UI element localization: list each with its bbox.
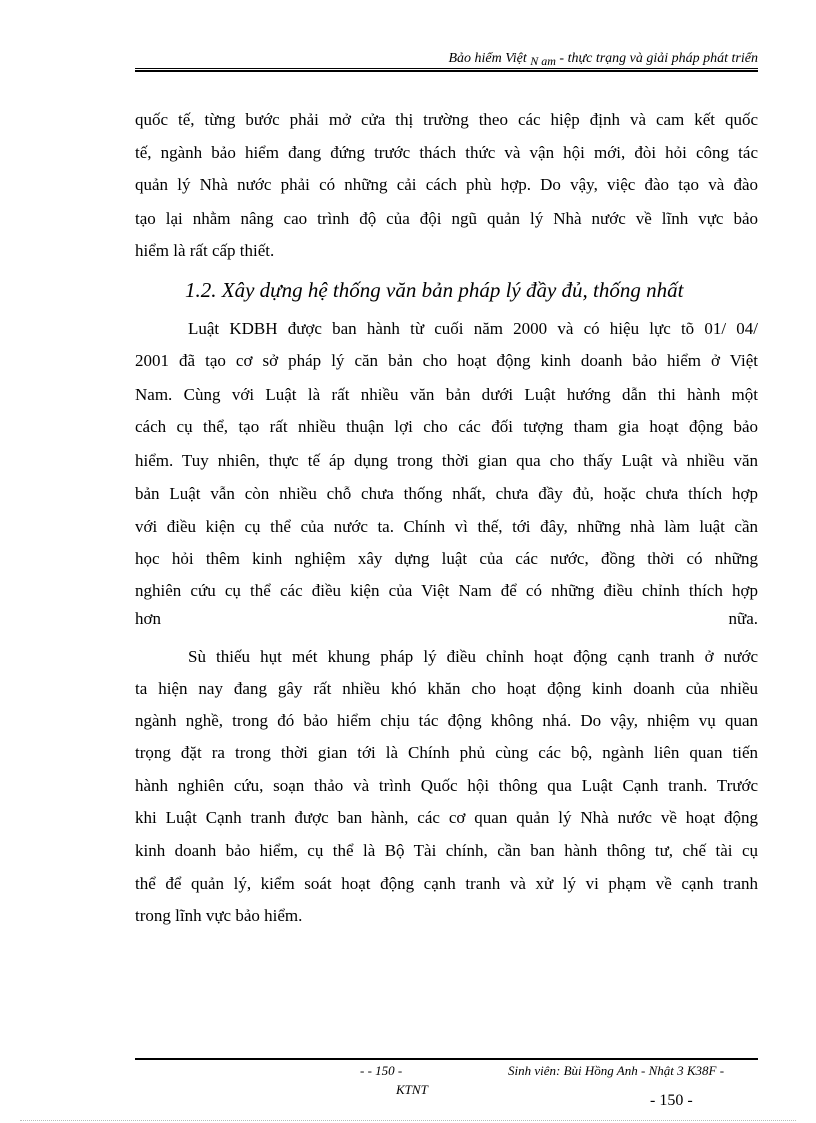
footer-rule xyxy=(135,1058,758,1060)
paragraph-line: cách cụ thể, tạo rất nhiều thuận lợi cho các đối tượng tham gia hoạt động bảo xyxy=(135,417,758,436)
header-title-prefix: Bảo hiểm Việt xyxy=(448,51,527,66)
word-nua: nữa. xyxy=(728,609,758,628)
paragraph-line: hiểm là rất cấp thiết. xyxy=(135,241,275,260)
header-title-suffix: - thực trạng và giải pháp phát triển xyxy=(559,51,758,66)
paragraph-line: khi Luật Cạnh tranh được ban hành, các cơ quan quản lý Nhà nước về hoạt động xyxy=(135,808,758,827)
footer-student: Sinh viên: Bùi Hồng Anh - Nhật 3 K38F - xyxy=(508,1063,725,1078)
paragraph-line: quản lý Nhà nước phải có những cải cách phù hợp. Do vậy, việc đào tạo và đào xyxy=(135,175,758,194)
paragraph-line: 2001 đã tạo cơ sở pháp lý căn bản cho hoạt động kinh doanh bảo hiểm ở Việt xyxy=(135,351,758,370)
footer-page-marker: - - 150 - xyxy=(360,1063,403,1078)
running-header xyxy=(135,50,758,67)
paragraph-line: ngành nghề, trong đó bảo hiểm chịu tác động không nhá. Do vậy, nhiệm vụ quan xyxy=(135,711,758,730)
page-edge-divider xyxy=(20,1120,796,1121)
paragraph-line: trọng đặt ra trong thời gian tới là Chính phủ cùng các bộ, ngành liên quan tiến xyxy=(135,743,758,762)
paragraph-line: nghiên cứu cụ thể các điều kiện của Việt Nam để có những điều chỉnh thích hợp xyxy=(135,581,758,600)
paragraph-line: kinh doanh bảo hiểm, cụ thể là Bộ Tài chính, cần ban hành thông tư, chế tài cụ xyxy=(135,841,758,860)
header-title-nam: N am xyxy=(530,54,556,68)
paragraph-line: Nam. Cùng với Luật là rất nhiều văn bản dưới Luật hướng dẫn thi hành một xyxy=(135,385,758,404)
paragraph-line: tế, ngành bảo hiểm đang đứng trước thách thức và vận hội mới, đòi hỏi công tác xyxy=(135,143,758,162)
word-hon: hơn xyxy=(135,609,161,628)
paragraph-line: ta hiện nay đang gây rất nhiều khó khăn cho hoạt động kinh doanh của nhiều xyxy=(135,679,758,698)
paragraph-line: hiểm. Tuy nhiên, thực tế áp dụng trong thời gian qua cho thấy Luật và nhiều văn xyxy=(135,451,758,470)
paragraph-line: Sù thiếu hụt mét khung pháp lý điều chỉnh hoạt động cạnh tranh ở nước xyxy=(188,647,758,666)
paragraph-line xyxy=(135,606,758,632)
paragraph-line: quốc tế, từng bước phải mở cửa thị trường theo các hiệp định và cam kết quốc xyxy=(135,110,758,129)
page-number: - 150 - xyxy=(650,1092,693,1109)
paragraph-line: với điều kiện cụ thể của nước ta. Chính vì thế, tới đây, những nhà làm luật cần xyxy=(135,517,758,536)
paragraph-line: học hỏi thêm kinh nghiệm xây dựng luật của các nước, đồng thời có những xyxy=(135,549,758,568)
paragraph-line: bản Luật vẫn còn nhiều chỗ chưa thống nhất, chưa đầy đủ, hoặc chưa thích hợp xyxy=(135,484,758,503)
paragraph-line: thể để quản lý, kiểm soát hoạt động cạnh tranh và xử lý vi phạm về cạnh tranh xyxy=(135,874,758,893)
paragraph-line: Luật KDBH được ban hành từ cuối năm 2000 và có hiệu lực tõ 01/ 04/ xyxy=(188,319,758,338)
paragraph-line: trong lĩnh vực bảo hiểm. xyxy=(135,906,303,925)
paragraph-line: hành nghiên cứu, soạn thảo và trình Quốc hội thông qua Luật Cạnh tranh. Trước xyxy=(135,776,758,795)
paragraph-line: tạo lại nhằm nâng cao trình độ của đội ngũ quản lý Nhà nước về lĩnh vực bảo xyxy=(135,209,758,228)
footer-student-cont: KTNT xyxy=(396,1082,428,1097)
section-heading: 1.2. Xây dựng hệ thống văn bản pháp lý đầy đủ, thống nhất xyxy=(185,278,684,302)
